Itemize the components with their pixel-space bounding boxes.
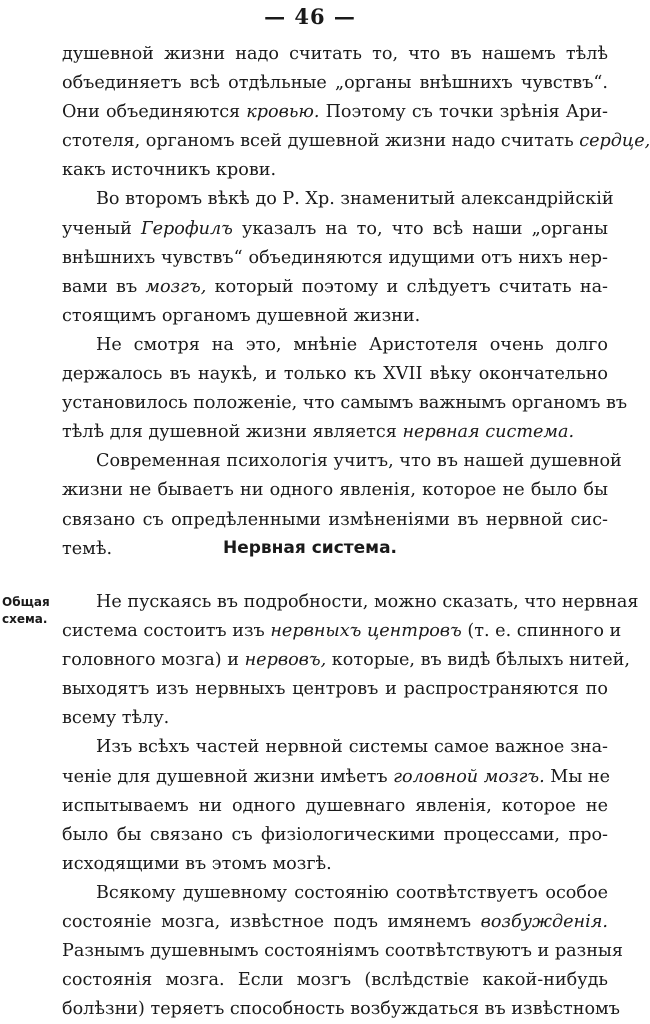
emphasis-text: нервовъ, bbox=[244, 650, 327, 671]
line-text: Они объединяются bbox=[62, 102, 247, 123]
text-line bbox=[62, 675, 608, 704]
text-line bbox=[62, 937, 624, 966]
text-line bbox=[62, 215, 608, 244]
emphasis-text: мозгъ, bbox=[145, 276, 207, 297]
text-block-top bbox=[62, 40, 650, 564]
paragraph bbox=[62, 588, 639, 733]
line-text: Изъ всѣхъ частей нервной системы самое важное зна- bbox=[96, 737, 608, 758]
line-text: внѣшнихъ чувствъ“ объединяются идущими отъ нихъ нер- bbox=[62, 247, 608, 268]
line-text: Во второмъ вѣкѣ до Р. Хр. знаменитый александрійскій bbox=[96, 189, 614, 210]
text-line bbox=[62, 418, 608, 447]
text-line bbox=[62, 821, 608, 850]
line-text: исходящими въ этомъ мозгѣ. bbox=[62, 853, 332, 874]
text-line bbox=[62, 40, 608, 69]
line-text: состояніе мозга, извѣстное подъ имянемъ bbox=[62, 912, 481, 933]
line-text: состоянія мозга. Если мозгъ (вслѣдствіе какой-нибудь bbox=[62, 970, 608, 991]
text-line bbox=[62, 389, 628, 418]
line-text: указалъ на то, что всѣ наши „органы bbox=[232, 218, 608, 239]
line-text: Разнымъ душевнымъ состояніямъ соотвѣтствуютъ и разныя bbox=[62, 941, 624, 962]
line-text: Не смотря на это, мнѣніе Аристотеля очень долго bbox=[96, 334, 608, 355]
text-line bbox=[62, 476, 608, 505]
text-line bbox=[62, 733, 608, 762]
line-text: система состоитъ изъ bbox=[62, 621, 271, 642]
line-text: тѣлѣ для душевной жизни является bbox=[62, 422, 403, 443]
line-text: Поэтому съ точки зрѣнія Ари- bbox=[319, 102, 608, 123]
text-line bbox=[62, 302, 608, 331]
line-text: жизни не бываетъ ни одного явленія, которое не было бы bbox=[62, 480, 608, 501]
line-text: болѣзни) теряетъ способность возбуждаться въ извѣстномъ bbox=[62, 999, 620, 1020]
margin-note-line: Общая bbox=[2, 595, 50, 609]
text-line bbox=[62, 185, 614, 214]
text-line bbox=[62, 704, 608, 733]
line-text: который поэтому и слѣдуетъ считать на- bbox=[206, 276, 608, 297]
margin-note-line: схема. bbox=[2, 612, 48, 626]
emphasis-text: нервныхъ центровъ bbox=[270, 621, 462, 642]
text-line bbox=[62, 792, 608, 821]
line-text: стоящимъ органомъ душевной жизни. bbox=[62, 305, 421, 326]
emphasis-text: возбужденія. bbox=[480, 912, 608, 933]
emphasis-text: кровью. bbox=[246, 102, 320, 123]
text-line bbox=[62, 244, 608, 273]
line-text: объединяетъ всѣ отдѣльные „органы внѣшнихъ чувствъ“. bbox=[62, 73, 608, 94]
text-line bbox=[62, 447, 622, 476]
margin-note bbox=[2, 594, 58, 628]
text-line bbox=[62, 908, 608, 937]
text-line bbox=[62, 617, 622, 646]
text-line bbox=[62, 69, 608, 98]
line-text: ченіе для душевной жизни имѣетъ bbox=[62, 766, 394, 787]
line-text: которые, въ видѣ бѣлыхъ нитей, bbox=[326, 650, 630, 671]
section-heading: Нервная система. bbox=[222, 538, 397, 558]
paragraph bbox=[62, 879, 624, 1024]
paragraph bbox=[62, 185, 614, 330]
line-text: держалось въ наукѣ, и только къ XVII вѣку окончательно bbox=[62, 364, 608, 385]
page-number: — 46 — bbox=[264, 4, 356, 29]
paragraph bbox=[62, 733, 611, 878]
line-text: вами въ bbox=[62, 276, 146, 297]
text-line bbox=[62, 127, 650, 156]
text-line bbox=[62, 506, 608, 535]
paragraph bbox=[62, 331, 628, 447]
text-line bbox=[62, 360, 608, 389]
emphasis-text: Герофилъ bbox=[140, 218, 233, 239]
paragraph bbox=[62, 40, 650, 185]
line-text: выходятъ изъ нервныхъ центровъ и распространяются по bbox=[62, 679, 608, 700]
line-text: душевной жизни надо считать то, что въ нашемъ тѣлѣ bbox=[62, 44, 608, 64]
line-text: темѣ. bbox=[62, 538, 113, 559]
line-text: связано съ опредѣленными измѣненіями въ нервной сис- bbox=[62, 509, 608, 530]
line-text: всему тѣлу. bbox=[62, 708, 170, 729]
line-text: Не пускаясь въ подробности, можно сказать, что нервная bbox=[96, 592, 639, 612]
line-text: Современная психологія учитъ, что въ нашей душевной bbox=[96, 451, 622, 472]
line-text: испытываемъ ни одного душевнаго явленія, которое не bbox=[62, 795, 608, 816]
line-text: (т. е. спинного и bbox=[461, 621, 622, 642]
line-text: Мы не bbox=[544, 766, 611, 787]
line-text: стотеля, органомъ всей душевной жизни надо считать bbox=[62, 131, 580, 152]
text-line bbox=[62, 995, 620, 1024]
text-line bbox=[62, 98, 608, 127]
text-line bbox=[62, 646, 630, 675]
line-text: ученый bbox=[62, 218, 141, 239]
line-text: установилось положеніе, что самымъ важнымъ органомъ въ bbox=[62, 393, 628, 414]
text-line bbox=[62, 879, 608, 908]
text-line bbox=[62, 331, 608, 360]
line-text: было бы связано съ физіологическими процессами, про- bbox=[62, 824, 608, 845]
line-text: головного мозга) и bbox=[62, 650, 245, 671]
emphasis-text: нервная система. bbox=[402, 422, 575, 443]
text-line bbox=[62, 966, 608, 995]
text-line bbox=[62, 763, 611, 792]
text-line bbox=[62, 156, 608, 185]
text-line bbox=[62, 588, 639, 617]
line-text: какъ источникъ крови. bbox=[62, 160, 277, 181]
emphasis-text: головной мозгъ. bbox=[393, 766, 545, 787]
text-line bbox=[62, 273, 608, 302]
text-line bbox=[62, 850, 608, 879]
text-block-bottom bbox=[62, 588, 639, 1024]
line-text: Всякому душевному состоянію соотвѣтствуетъ особое bbox=[96, 882, 608, 903]
emphasis-text: сердце, bbox=[579, 131, 650, 152]
